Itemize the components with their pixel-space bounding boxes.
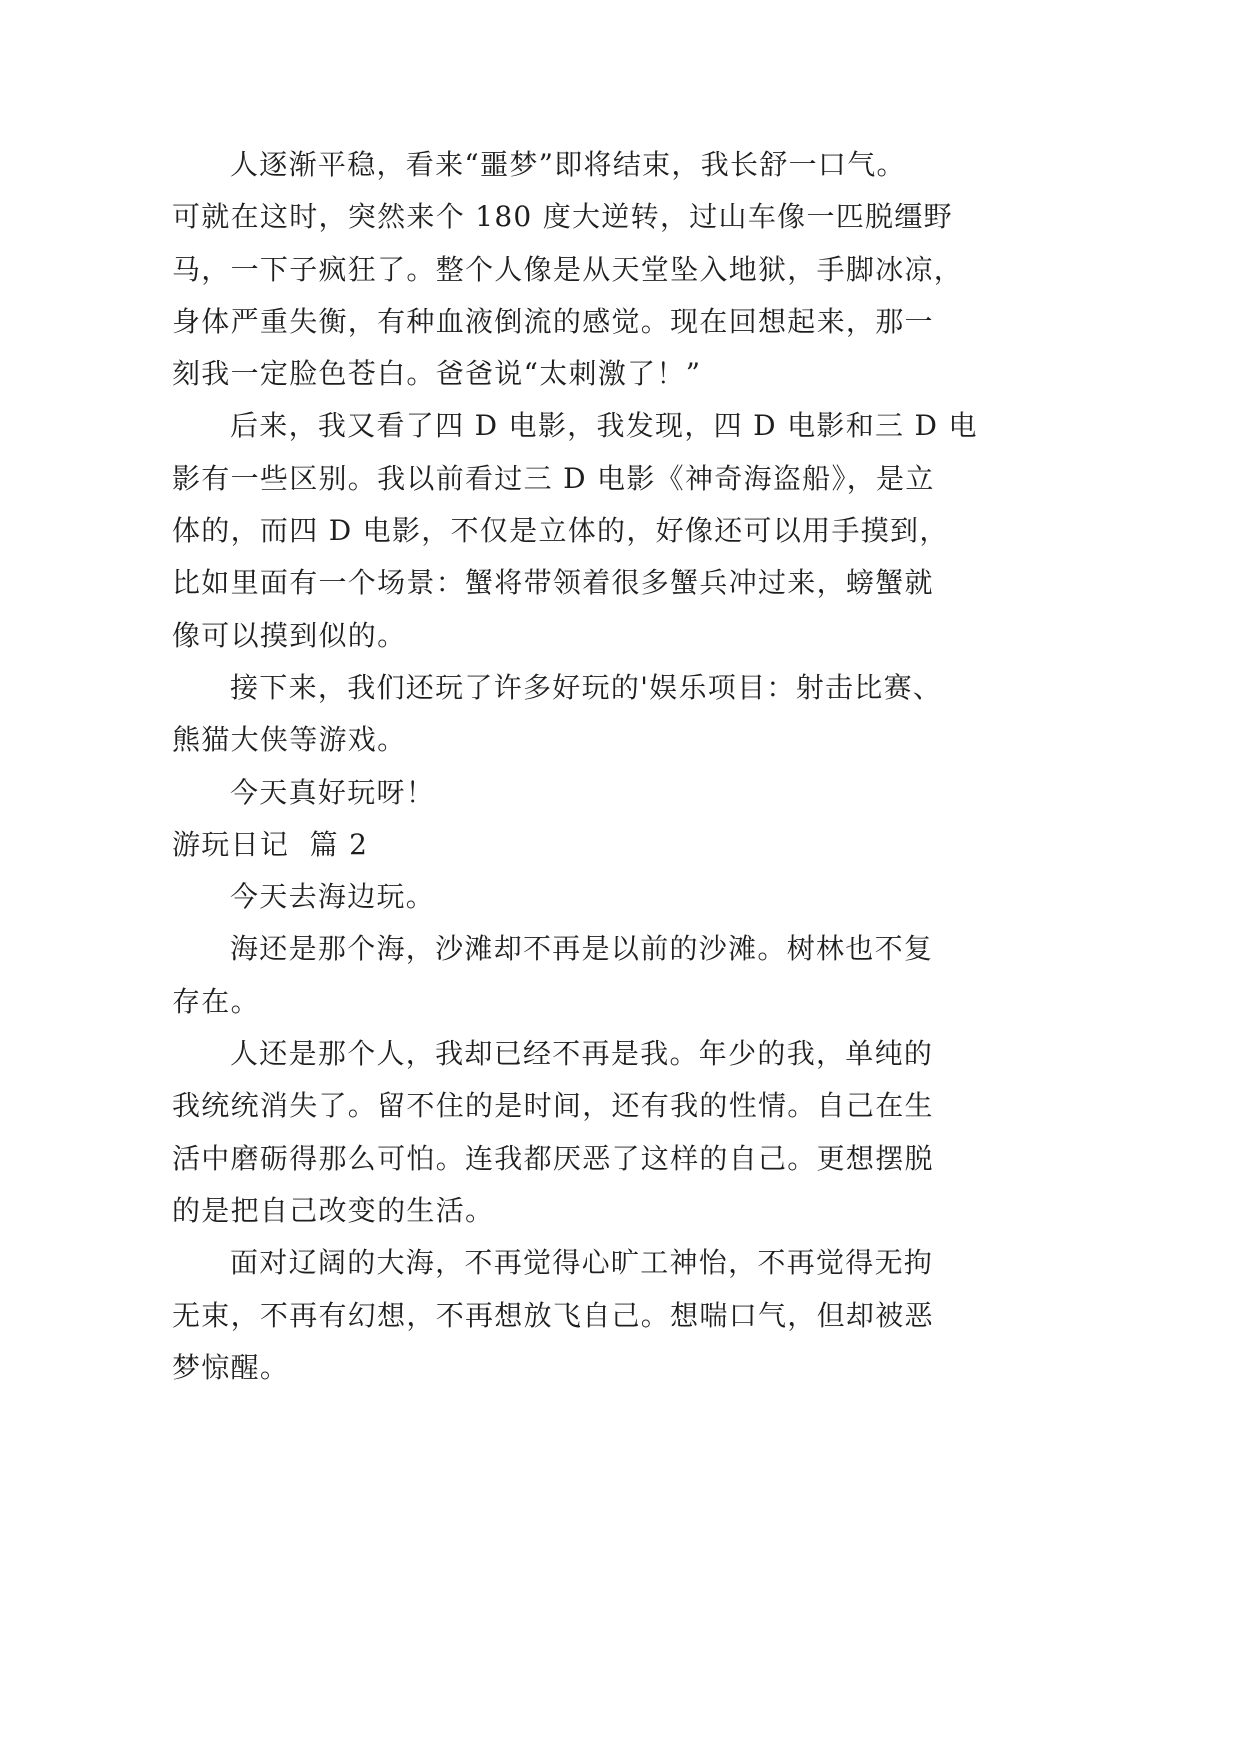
text-line: 人逐渐平稳，看来“噩梦”即将结束，我长舒一口气。 [230, 148, 906, 181]
text-line: 梦惊醒。 [172, 1350, 290, 1384]
text-line: 可就在这时，突然来个 180 度大逆转，过山车像一匹脱缰野 [172, 200, 953, 234]
text-line: 海还是那个海，沙滩却不再是以前的沙滩。树林也不复 [230, 932, 934, 966]
text-line: 马，一下子疯狂了。整个人像是从天堂坠入地狱，手脚冰凉， [172, 252, 964, 286]
text-line: 人还是那个人，我却已经不再是我。年少的我，单纯的 [230, 1037, 934, 1071]
text-line: 刻我一定脸色苍白。爸爸说“太刺激了！” [172, 357, 702, 391]
section-heading: 游玩日记 篇 2 [172, 827, 369, 861]
text-line: 接下来，我们还玩了许多好玩的'娱乐项目：射击比赛、 [230, 670, 943, 704]
paragraph [172, 923, 1072, 1028]
paragraph [172, 767, 1072, 819]
text-line: 面对辽阔的大海，不再觉得心旷工神怡，不再觉得无拘 [230, 1246, 934, 1280]
text-line: 无束，不再有幻想，不再想放飞自己。想喘口气，但却被恶 [172, 1298, 934, 1332]
text-line: 的是把自己改变的生活。 [172, 1193, 495, 1227]
text-line: 存在。 [172, 984, 260, 1018]
paragraph [172, 1028, 1072, 1237]
paragraph [172, 1237, 1072, 1394]
text-line: 像可以摸到似的。 [172, 618, 407, 652]
paragraph [172, 871, 1072, 923]
paragraph [172, 662, 1072, 767]
text-line: 后来，我又看了四 D 电影，我发现，四 D 电影和三 D 电 [230, 409, 978, 443]
text-line: 比如里面有一个场景：蟹将带领着很多蟹兵冲过来，螃蟹就 [172, 566, 934, 600]
text-line: 影有一些区别。我以前看过三 D 电影《神奇海盗船》，是立 [172, 461, 935, 495]
text-line: 今天去海边玩。 [230, 880, 436, 914]
text-line: 活中磨砺得那么可怕。连我都厌恶了这样的自己。更想摆脱 [172, 1141, 934, 1175]
text-line: 我统统消失了。留不住的是时间，还有我的性情。自己在生 [172, 1089, 934, 1123]
text-line: 熊猫大侠等游戏。 [172, 723, 407, 757]
text-line: 体的，而四 D 电影，不仅是立体的，好像还可以用手摸到， [172, 514, 949, 548]
text-line: 身体严重失衡，有种血液倒流的感觉。现在回想起来，那一 [172, 304, 934, 338]
paragraph [172, 139, 1072, 400]
text-line: 今天真好玩呀！ [230, 775, 436, 809]
text-body [172, 139, 1072, 1394]
paragraph [172, 400, 1072, 661]
